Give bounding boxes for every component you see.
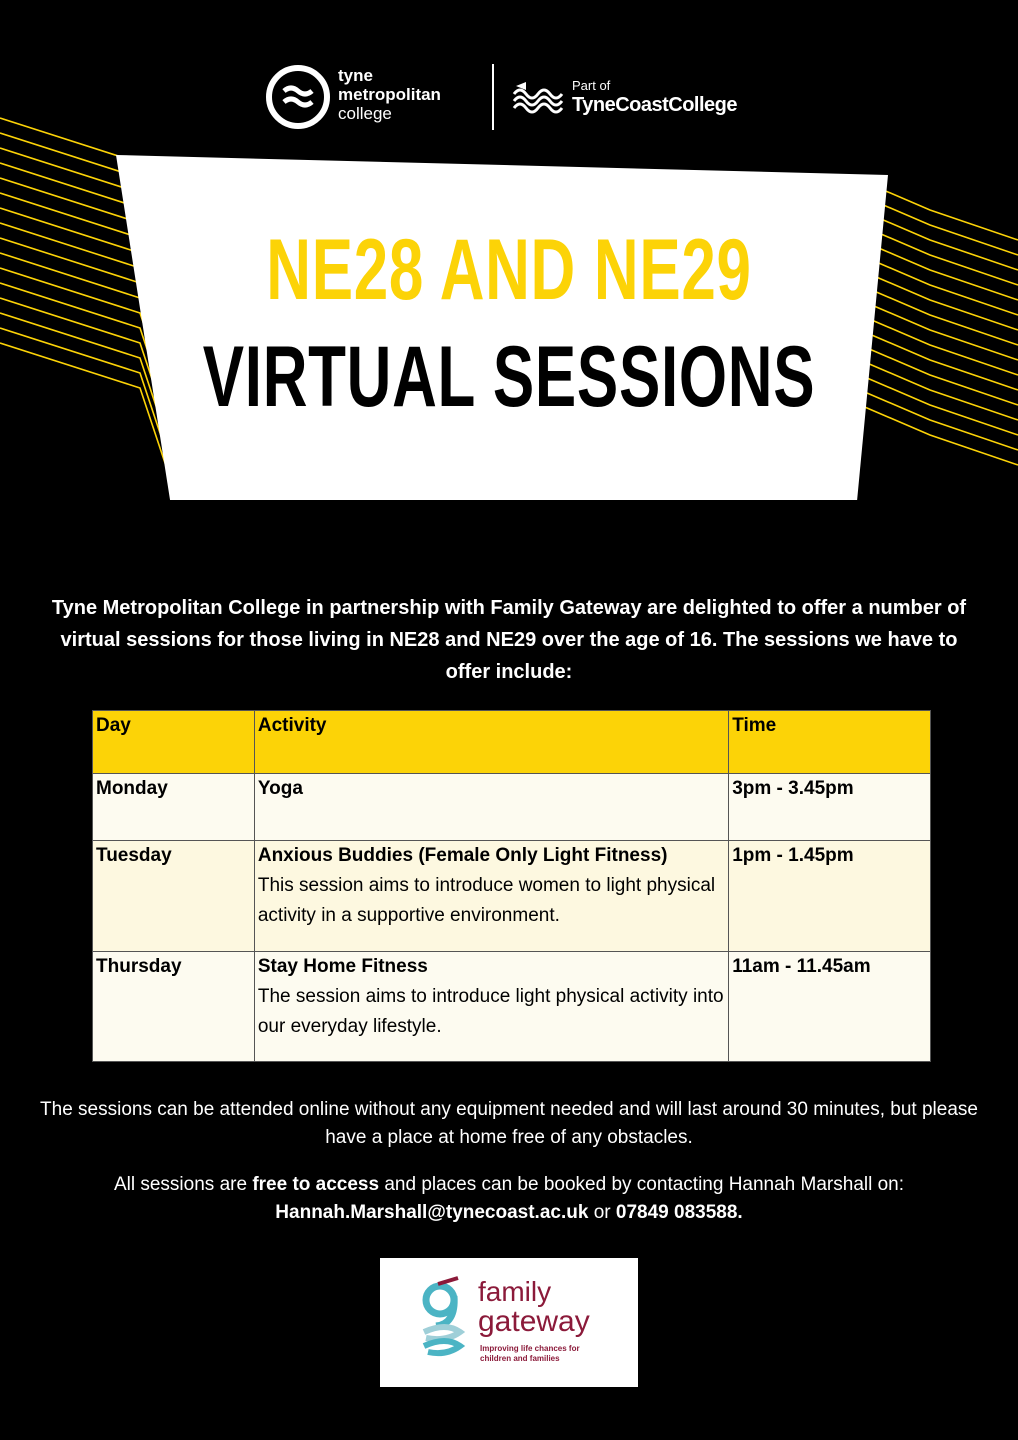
header-activity: Activity <box>254 711 728 774</box>
logo-tagline-1: Improving life chances for <box>480 1344 580 1353</box>
decorative-line <box>860 300 1018 360</box>
row-day: Monday <box>93 774 255 841</box>
row-activity <box>254 774 728 841</box>
decorative-line <box>860 270 1018 330</box>
activity-title: Anxious Buddies (Female Only Light Fitness) <box>257 845 668 866</box>
booking-info <box>40 1171 978 1227</box>
logo-tagline-2: children and families <box>480 1354 560 1363</box>
decorative-line <box>860 225 1018 285</box>
decorative-line <box>860 240 1018 300</box>
row-day: Thursday <box>93 952 255 1062</box>
title-line-2: VIRTUAL SESSIONS <box>202 329 816 425</box>
college-name-line1: tyne <box>338 66 373 85</box>
contact-phone: 07849 083588. <box>615 1202 743 1223</box>
row-time: 1pm - 1.45pm <box>729 841 931 952</box>
decorative-line <box>860 345 1018 405</box>
decorative-line <box>860 285 1018 345</box>
title-line-1: NE28 AND NE29 <box>266 222 752 318</box>
activity-title: Stay Home Fitness <box>257 956 428 977</box>
decorative-line <box>860 390 1018 450</box>
activity-description: This session aims to introduce women to light physical activity in a supportive environment. <box>257 875 716 926</box>
logo-word-family: family <box>478 1276 552 1307</box>
header-time: Time <box>729 711 931 774</box>
activity-title: Yoga <box>257 778 303 799</box>
college-name <box>338 66 441 123</box>
sessions-table <box>92 710 931 1062</box>
booking-text-b: and places can be booked by contacting Hannah Marshall on: <box>379 1174 905 1195</box>
tyne-metropolitan-logo-icon <box>266 65 330 129</box>
partner-name: TyneCoastCollege <box>572 94 737 116</box>
decorative-line <box>860 315 1018 375</box>
row-time: 3pm - 3.45pm <box>729 774 931 841</box>
decorative-line <box>860 360 1018 420</box>
attendance-info: The sessions can be attended online without any equipment needed and will last around 30 minutes, but please have a place at home free of any obstacles. <box>40 1099 978 1148</box>
table-header-row <box>93 711 931 774</box>
decorative-line <box>860 405 1018 465</box>
header-logos <box>266 62 766 132</box>
tyne-coast-wave-icon <box>512 78 564 116</box>
row-day: Tuesday <box>93 841 255 952</box>
partner-prefix: Part of <box>572 78 611 93</box>
decorative-line <box>860 330 1018 390</box>
logo-word-gateway: gateway <box>478 1305 590 1338</box>
or-text: or <box>588 1202 616 1223</box>
decorative-line <box>860 375 1018 435</box>
table-row <box>93 774 931 841</box>
row-activity <box>254 952 728 1062</box>
contact-email-link[interactable]: Hannah.Marshall@tynecoast.ac.uk <box>275 1202 589 1223</box>
family-gateway-logo <box>380 1258 638 1387</box>
header-day: Day <box>93 711 255 774</box>
table-row <box>93 841 931 952</box>
college-name-line2: metropolitan <box>338 85 441 104</box>
title-card <box>116 155 888 500</box>
decorative-line <box>860 255 1018 315</box>
intro-text: Tyne Metropolitan College in partnership with Family Gateway are delighted to offer a number of virtual sessions for those living in NE28 and NE29 over the age of 16. The sessions we have to offer include: <box>51 597 967 683</box>
row-time: 11am - 11.45am <box>729 952 931 1062</box>
booking-text-a: All sessions are <box>113 1174 253 1195</box>
row-activity <box>254 841 728 952</box>
activity-description: The session aims to introduce light physical activity into our everyday lifestyle. <box>257 986 724 1037</box>
table-row <box>93 952 931 1062</box>
logo-divider <box>492 64 494 130</box>
free-access-text: free to access <box>252 1174 380 1195</box>
college-name-line3: college <box>338 104 392 123</box>
family-gateway-g-icon <box>416 1276 472 1366</box>
